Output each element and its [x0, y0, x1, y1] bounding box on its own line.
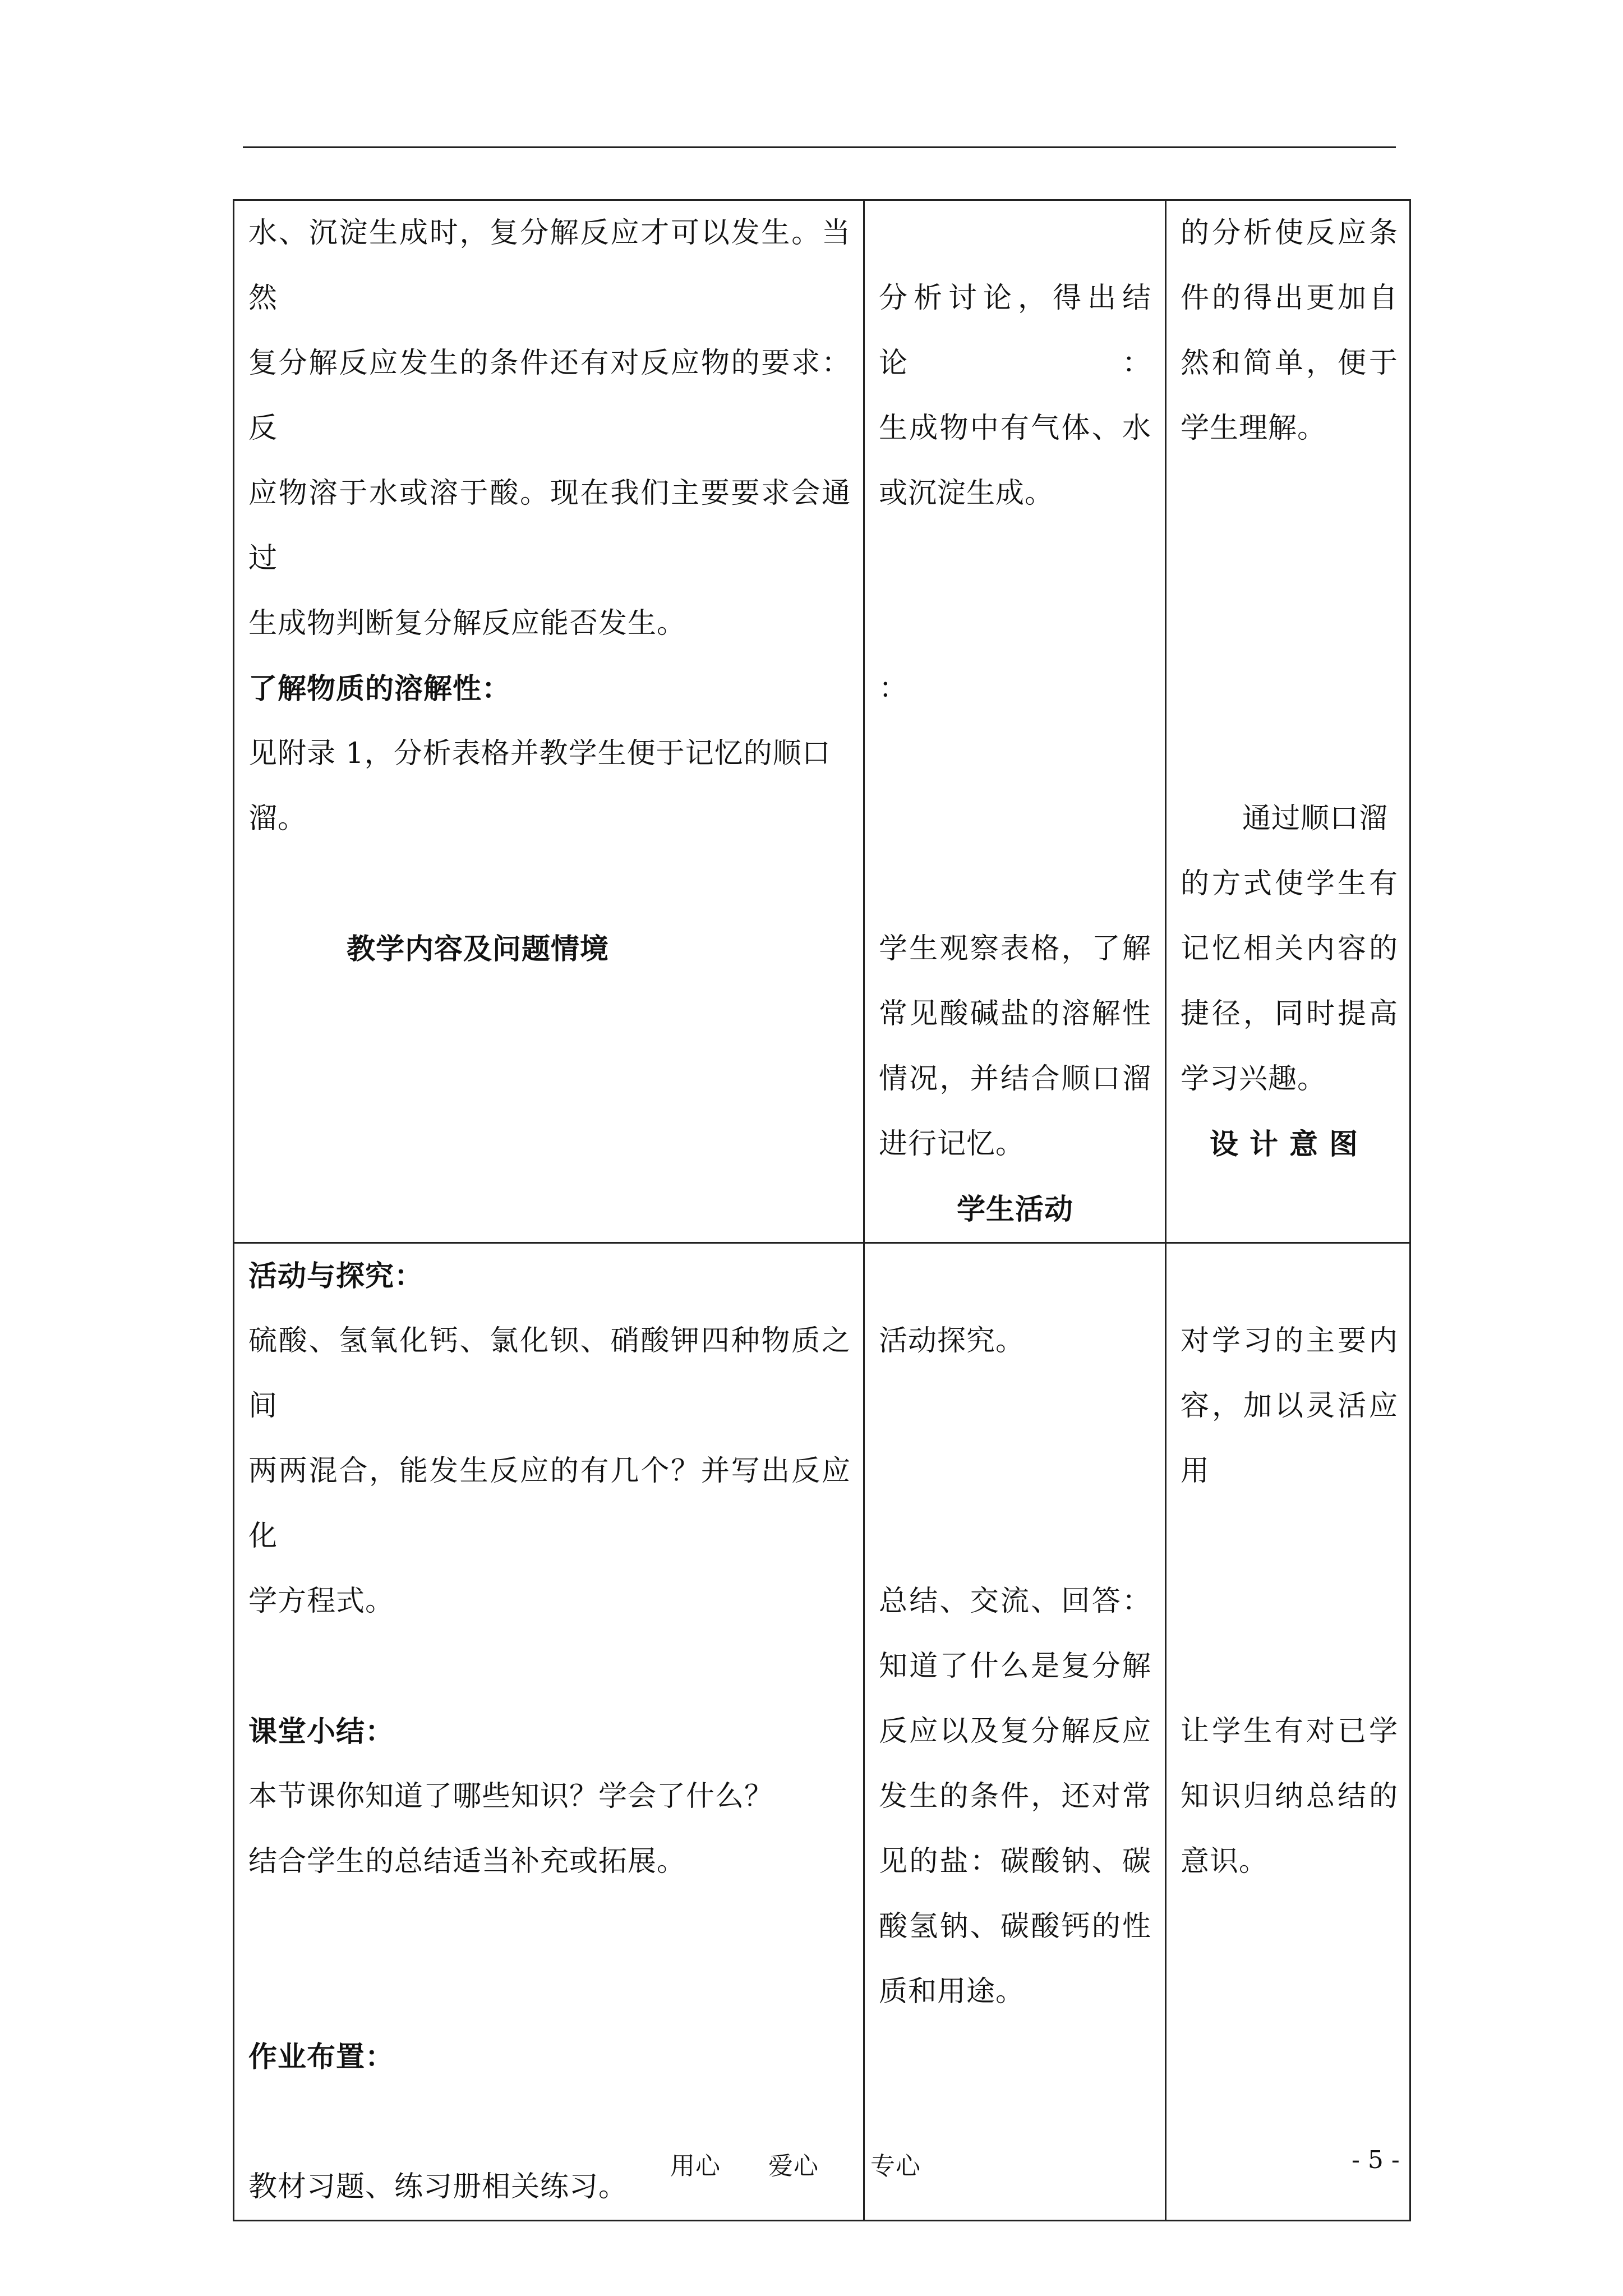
spacer	[1181, 461, 1398, 786]
column-header-content: 教学内容及问题情境	[347, 932, 610, 966]
design-intent-cell	[1166, 1243, 1410, 2221]
text-line: 酸氢钠、碳酸钙的性	[879, 1910, 1151, 1943]
spacer	[248, 1634, 851, 1699]
text-line: 见附录 1，分析表格并教学生便于记忆的顺口溜。	[248, 737, 831, 835]
section-heading: 活动与探究：	[248, 1259, 424, 1293]
text-line: ：	[879, 672, 909, 705]
text-line: 教材习题、练习册相关练习。	[248, 2170, 628, 2203]
text-line: 进行记忆。	[879, 1128, 1025, 1161]
text-line: 分析讨论，得出结论：	[879, 282, 1151, 380]
footer-motto-3: 专心	[870, 2152, 921, 2180]
student-activity-cell	[864, 200, 1166, 1243]
text-line: 或沉淀生成。	[879, 477, 1054, 510]
text-line: 生成物判断复分解反应能否发生。	[248, 607, 686, 640]
section-heading: 了解物质的溶解性：	[248, 672, 511, 706]
student-activity-cell	[864, 1243, 1166, 2221]
spacer	[248, 1894, 851, 2024]
spacer	[248, 852, 851, 917]
table-row	[234, 200, 1410, 1243]
spacer	[879, 201, 1151, 266]
spacer	[1181, 1504, 1398, 1699]
teaching-content-cell	[234, 200, 864, 1243]
text-line: 知道了什么是复分解	[879, 1650, 1151, 1683]
lesson-plan-table	[233, 199, 1411, 2221]
text-line: 学生理解。	[1181, 412, 1327, 445]
text-line: 情况，并结合顺口溜	[879, 1062, 1151, 1096]
text-line: 的分析使反应条	[1181, 217, 1398, 250]
text-line: 反应以及复分解反应	[879, 1715, 1151, 1748]
column-header-student-activity: 学生活动	[956, 1193, 1073, 1226]
text-line: 学方程式。	[248, 1585, 395, 1618]
text-line: 意识。	[1181, 1845, 1269, 1878]
text-line: 两两混合，能发生反应的有几个？并写出反应化	[248, 1455, 851, 1553]
spacer	[879, 1244, 1151, 1309]
text-line: 结合学生的总结适当补充或拓展。	[248, 1845, 686, 1878]
spacer	[1181, 1244, 1398, 1309]
text-line: 发生的条件，还对常	[879, 1780, 1151, 1813]
text-line: 记忆相关内容的	[1181, 932, 1398, 965]
text-line: 然和简单，便于	[1181, 347, 1398, 380]
page-number: - 5 -	[1352, 2146, 1400, 2174]
spacer	[879, 1374, 1151, 1569]
text-line: 复分解反应发生的条件还有对反应物的要求：反	[248, 347, 851, 445]
teaching-content-cell	[234, 1243, 864, 2221]
text-line: 见的盐：碳酸钠、碳	[879, 1845, 1151, 1878]
text-line: 学习兴趣。	[1181, 1062, 1327, 1096]
text-line: 常见酸碱盐的溶解性	[879, 997, 1151, 1030]
design-intent-cell	[1166, 200, 1410, 1243]
text-line: 用	[1181, 1455, 1210, 1488]
text-line: 容，加以灵活应	[1181, 1389, 1398, 1423]
text-line: 生成物中有气体、水	[879, 412, 1151, 445]
section-heading: 作业布置：	[248, 2040, 395, 2074]
text-line: 通过顺口溜	[1242, 802, 1389, 835]
text-line: 知识归纳总结的	[1181, 1780, 1398, 1813]
text-line: 件的得出更加自	[1181, 282, 1398, 315]
text-line: 的方式使学生有	[1181, 867, 1398, 900]
text-line: 本节课你知道了哪些知识？学会了什么？	[248, 1780, 774, 1813]
footer-motto-1: 用心	[670, 2152, 721, 2180]
text-line: 硫酸、氢氧化钙、氯化钡、硝酸钾四种物质之间	[248, 1324, 851, 1423]
text-line: 学生观察表格，了解	[879, 932, 1151, 965]
text-line: 活动探究。	[879, 1324, 1025, 1358]
text-line: 总结、交流、回答：	[879, 1585, 1151, 1618]
section-heading: 课堂小结：	[248, 1715, 395, 1749]
spacer	[879, 721, 1151, 917]
text-line: 让学生有对已学	[1181, 1715, 1398, 1748]
table-row	[234, 1243, 1410, 2221]
spacer	[248, 2090, 851, 2155]
header-rule	[243, 146, 1396, 148]
text-line: 水、沉淀生成时，复分解反应才可以发生。当然	[248, 217, 851, 315]
column-header-design-intent: 设计意图	[1209, 1128, 1369, 1161]
footer-motto-2: 爱心	[768, 2152, 819, 2180]
text-line: 对学习的主要内	[1181, 1324, 1398, 1358]
text-line: 应物溶于水或溶于酸。现在我们主要要求会通过	[248, 477, 851, 575]
text-line: 捷径，同时提高	[1181, 997, 1398, 1030]
spacer	[879, 526, 1151, 656]
text-line: 质和用途。	[879, 1975, 1025, 2008]
